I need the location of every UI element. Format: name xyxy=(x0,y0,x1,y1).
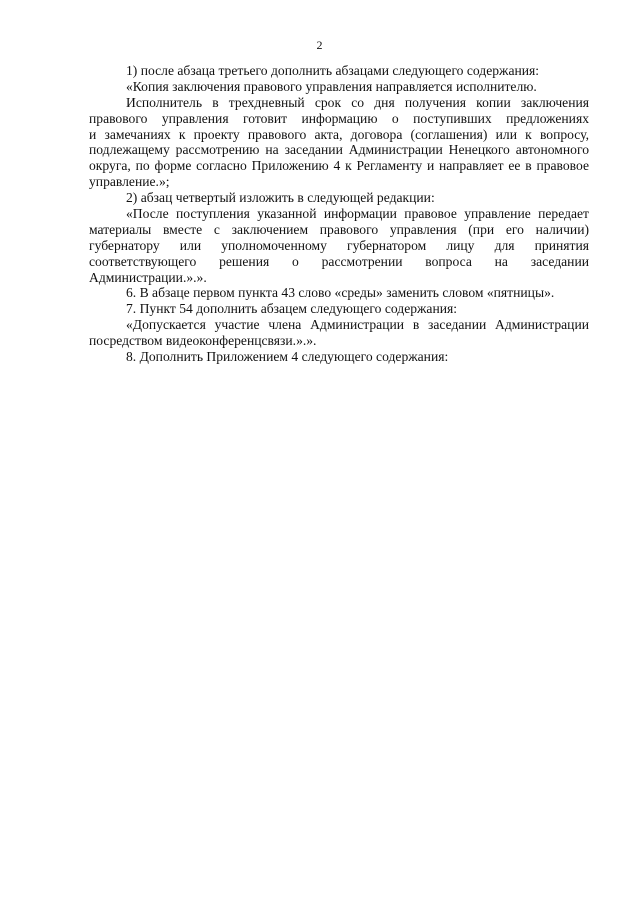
paragraph-line: посредством видеоконференцсвязи.».». xyxy=(89,333,317,349)
paragraph xyxy=(89,301,589,317)
paragraph-line: 1) после абзаца третьего дополнить абзацами следующего содержания: xyxy=(126,63,540,78)
paragraph xyxy=(89,190,589,206)
paragraph-line: 6. В абзаце первом пункта 43 слово «среды» заменить словом «пятницы». xyxy=(126,285,555,301)
paragraph-line: Администрации.».». xyxy=(89,269,207,285)
paragraph xyxy=(89,285,589,301)
paragraph xyxy=(89,95,589,190)
paragraph-line: «Копия заключения правового управления направляется исполнителю. xyxy=(126,78,537,94)
paragraph xyxy=(89,349,589,365)
paragraph-line: правового управления готовит информацию о поступивших предложениях xyxy=(89,110,589,126)
paragraph-line: материалы вместе с заключением правового управления (при его наличии) xyxy=(89,221,589,237)
paragraph-line: 2) абзац четвертый изложить в следующей редакции: xyxy=(126,190,435,206)
paragraph-line: 7. Пункт 54 дополнить абзацем следующего содержания: xyxy=(126,301,458,317)
paragraph xyxy=(89,79,589,95)
document-body xyxy=(89,63,589,365)
paragraph-line: и замечаниях к проекту правового акта, договора (соглашения) или к вопросу, xyxy=(89,126,589,142)
paragraph-line: подлежащему рассмотрению на заседании Администрации Ненецкого автономного xyxy=(89,142,589,158)
paragraph-line: Исполнитель в трехдневный срок со дня получения копии заключения xyxy=(126,94,589,110)
paragraph-line: «После поступления указанной информации правовое управление передает xyxy=(126,206,589,222)
paragraph-line: 8. Дополнить Приложением 4 следующего содержания: xyxy=(126,349,449,365)
paragraph-line: управление.»; xyxy=(89,174,170,190)
paragraph-line: соответствующего решения о рассмотрении вопроса на заседании xyxy=(89,253,589,269)
page-number: 2 xyxy=(316,38,323,52)
paragraph-line: округа, по форме согласно Приложению 4 к Регламенту и направляет ее в правовое xyxy=(89,158,589,174)
paragraph xyxy=(89,206,589,285)
paragraph xyxy=(89,317,589,349)
paragraph xyxy=(89,63,589,79)
paragraph-line: «Допускается участие члена Администрации в заседании Администрации xyxy=(126,317,589,333)
paragraph-line: губернатору или уполномоченному губернатором лицу для принятия xyxy=(89,237,589,253)
